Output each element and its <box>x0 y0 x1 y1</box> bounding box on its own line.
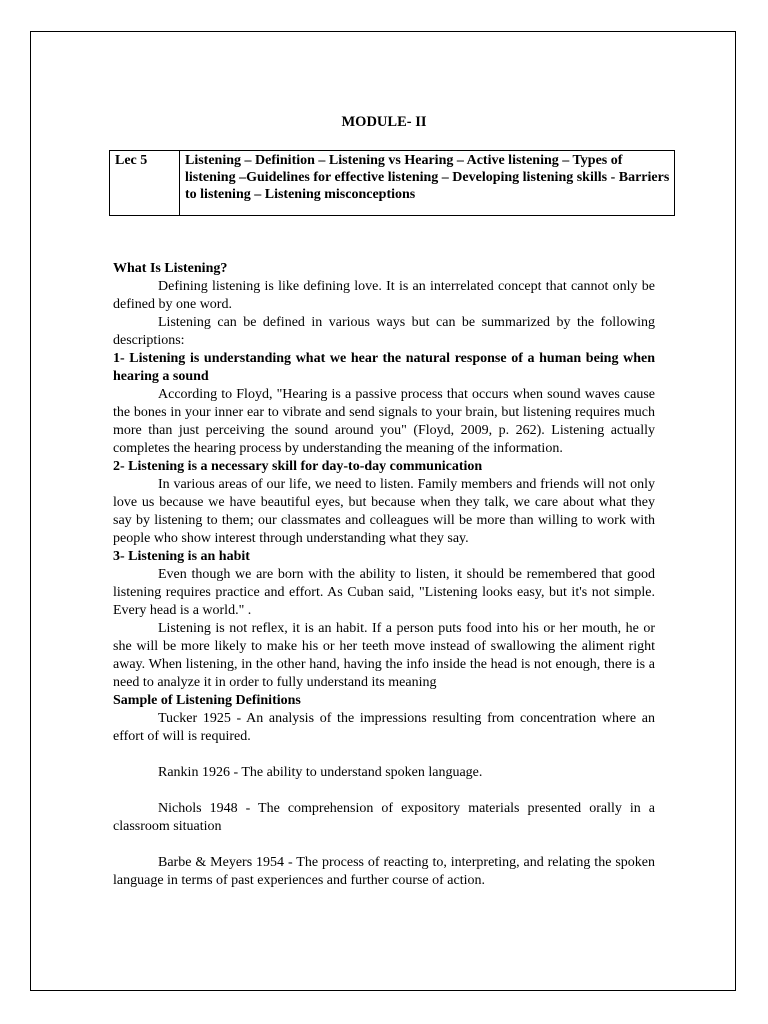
paragraph: Listening is not reflex, it is an habit. If a person puts food into his or her mouth, he or she will be more likely to make his or her teeth move instead of swallowing the aliment right away. When listening, in the other hand, having the info inside the head is not enough, there is a need to analyze it in order to fully understand its meaning <box>113 621 655 690</box>
heading-point-3: 3- Listening is an habit <box>113 549 250 564</box>
paragraph: Defining listening is like defining love. It is an interrelated concept that cannot only be defined by one word. <box>113 279 655 312</box>
module-title: MODULE- II <box>341 114 427 130</box>
lecture-code: Lec 5 <box>110 151 180 216</box>
heading-point-1: 1- Listening is understanding what we hear the natural response of a human being when hearing a sound <box>113 351 655 384</box>
definition-nichols: Nichols 1948 - The comprehension of expository materials presented orally in a classroom situation <box>113 801 655 834</box>
heading-sample-definitions: Sample of Listening Definitions <box>113 693 301 708</box>
lecture-row <box>110 151 675 216</box>
definition-rankin: Rankin 1926 - The ability to understand spoken language. <box>158 765 483 780</box>
lecture-topics: Listening – Definition – Listening vs Hearing – Active listening – Types of listening –Guidelines for effective listening – Developing listening skills - Barriers to listening – Listening misconceptions <box>180 151 675 216</box>
heading-what-is-listening: What Is Listening? <box>113 261 228 276</box>
definition-tucker: Tucker 1925 - An analysis of the impressions resulting from concentration where an effort of will is required. <box>113 711 655 744</box>
heading-point-2: 2- Listening is a necessary skill for day-to-day communication <box>113 459 483 474</box>
paragraph: According to Floyd, "Hearing is a passive process that occurs when sound waves cause the bones in your inner ear to vibrate and send signals to your brain, but listening requires much more than just perceiving the sound around you" (Floyd, 2009, p. 262). Listening actually completes the hearing process by understanding the meaning of the information. <box>113 387 655 456</box>
paragraph: Even though we are born with the ability to listen, it should be remembered that good listening requires practice and effort. As Cuban said, "Listening looks easy, but it's not simple. Every head is a world." . <box>113 567 655 618</box>
document-body <box>113 260 655 890</box>
definition-barbe-meyers: Barbe & Meyers 1954 - The process of reacting to, interpreting, and relating the spoken language in terms of past experiences and further course of action. <box>113 855 655 888</box>
lecture-table <box>109 150 675 216</box>
paragraph: In various areas of our life, we need to listen. Family members and friends will not only love us because we have beautiful eyes, but because when they talk, we care about what they say by listening to them; our classmates and colleagues will be more than willing to work with people who show interest through understanding what they say. <box>113 477 655 546</box>
paragraph: Listening can be defined in various ways but can be summarized by the following descriptions: <box>113 315 655 348</box>
